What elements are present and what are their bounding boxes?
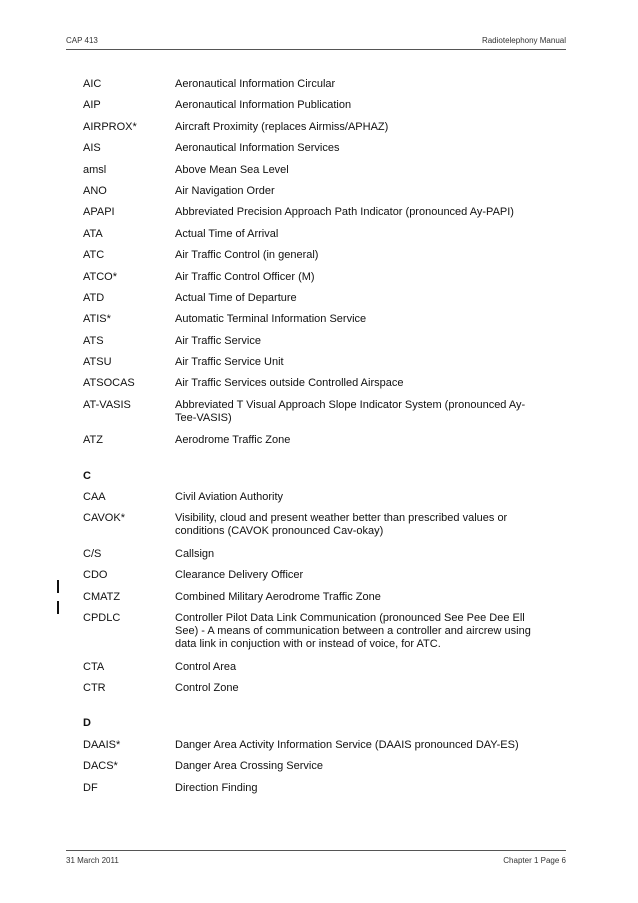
footer-page-number: Chapter 1 Page 6 [503, 856, 566, 865]
change-bar [57, 601, 59, 614]
glossary-entry [83, 434, 553, 455]
entry-abbreviation: ATA [83, 227, 103, 240]
entry-definition: Combined Military Aerodrome Traffic Zone [175, 590, 381, 603]
entry-abbreviation: AIP [83, 99, 101, 112]
entry-definition: Aerodrome Traffic Zone [175, 434, 291, 447]
entry-abbreviation: CTA [83, 660, 105, 673]
entry-abbreviation: ATSOCAS [83, 377, 135, 390]
glossary-entry [83, 782, 553, 803]
entry-definition: Above Mean Sea Level [175, 163, 289, 176]
entry-definition: Actual Time of Arrival [175, 227, 279, 240]
glossary-entry [83, 292, 553, 313]
entry-abbreviation: AIC [83, 78, 102, 90]
entry-definition: Aeronautical Information Publication [175, 99, 352, 112]
footer-date: 31 March 2011 [66, 856, 119, 865]
entry-abbreviation: APAPI [83, 206, 115, 219]
glossary-entry [83, 78, 553, 99]
entry-definition: Visibility, cloud and present weather better than prescribed values or conditions (CAVOK pronounced Cav-okay) [175, 512, 508, 538]
entry-abbreviation: ATD [83, 291, 105, 304]
entry-definition: Air Traffic Services outside Controlled Airspace [175, 377, 404, 390]
entry-definition: Aeronautical Information Circular [175, 78, 336, 90]
entry-abbreviation: AIRPROX* [83, 120, 137, 133]
entry-definition: Clearance Delivery Officer [175, 569, 304, 582]
glossary-entry [83, 271, 553, 292]
glossary-group-c [83, 491, 553, 703]
entry-definition: Civil Aviation Authority [175, 491, 284, 504]
entry-abbreviation: CPDLC [83, 611, 121, 624]
entry-abbreviation: CDO [83, 569, 108, 582]
entry-abbreviation: CAA [83, 491, 106, 504]
header-document-id: CAP 413 [66, 36, 98, 45]
header-document-title: Radiotelephony Manual [481, 36, 566, 45]
glossary-group-d [83, 739, 553, 803]
entry-abbreviation: CMATZ [83, 590, 121, 603]
entry-definition: Danger Area Crossing Service [175, 760, 323, 773]
entry-abbreviation: CTR [83, 681, 106, 694]
entry-definition: Controller Pilot Data Link Communication (pronounced See Pee Dee Ell See) - A means of communication between a controller and aircrew using data link in conjuction with or instead of voice, for ATC. [175, 611, 531, 650]
entry-abbreviation: ATC [83, 249, 105, 262]
entry-definition: Aircraft Proximity (replaces Airmiss/APHAZ) [175, 120, 389, 133]
entry-definition: Air Navigation Order [175, 184, 275, 197]
section-heading-d: D [83, 717, 91, 730]
page-footer [66, 856, 566, 865]
glossary-entry [83, 377, 553, 398]
glossary-entry [83, 760, 553, 781]
entry-definition: Control Area [175, 660, 237, 673]
entry-abbreviation: ATSU [83, 356, 112, 369]
entry-abbreviation: DF [83, 781, 98, 794]
entry-definition: Direction Finding [175, 781, 258, 794]
entry-definition: Control Zone [175, 681, 239, 694]
header-rule [66, 49, 566, 50]
entry-definition: Abbreviated T Visual Approach Slope Indicator System (pronounced Ay-Tee-VASIS) [175, 398, 526, 424]
entry-definition: Air Traffic Control Officer (M) [175, 270, 315, 283]
glossary-entry [83, 399, 553, 434]
entry-definition: Actual Time of Departure [175, 291, 297, 304]
entry-abbreviation: AT-VASIS [83, 398, 131, 411]
glossary-entry [83, 121, 553, 142]
glossary-entry [83, 356, 553, 377]
glossary-entry [83, 228, 553, 249]
entry-definition: Automatic Terminal Information Service [175, 313, 367, 326]
glossary-group-a [83, 78, 553, 456]
entry-abbreviation: DAAIS* [83, 738, 121, 751]
entry-abbreviation: DACS* [83, 760, 118, 773]
entry-abbreviation: ATS [83, 334, 104, 347]
section-heading-c: C [83, 469, 91, 482]
entry-abbreviation: ATCO* [83, 270, 118, 283]
entry-definition: Danger Area Activity Information Service (DAAIS pronounced DAY-ES) [175, 738, 519, 751]
glossary-entry [83, 164, 553, 185]
entry-abbreviation: ANO [83, 184, 107, 197]
glossary-entry [83, 335, 553, 356]
change-bar [57, 580, 59, 593]
entry-abbreviation: ATIS* [83, 313, 111, 326]
glossary-entry [83, 142, 553, 163]
entry-definition: Air Traffic Control (in general) [175, 249, 319, 262]
page-header [66, 36, 566, 45]
entry-definition: Callsign [175, 547, 215, 560]
glossary-entry [83, 661, 553, 682]
glossary-entry [83, 206, 553, 227]
entry-abbreviation: C/S [83, 547, 102, 560]
entry-abbreviation: CAVOK* [83, 512, 125, 525]
glossary-entry [83, 512, 553, 547]
entry-definition: Aeronautical Information Services [175, 142, 340, 155]
entry-definition: Air Traffic Service Unit [175, 356, 284, 369]
entry-definition: Air Traffic Service [175, 334, 261, 347]
glossary-entry [83, 249, 553, 270]
glossary-entry [83, 612, 553, 661]
glossary-entry [83, 682, 553, 703]
glossary-entry [83, 491, 553, 512]
glossary-entry [83, 185, 553, 206]
glossary-list [83, 78, 553, 803]
glossary-entry [83, 548, 553, 569]
entry-abbreviation: amsl [83, 163, 107, 176]
entry-definition: Abbreviated Precision Approach Path Indicator (pronounced Ay-PAPI) [175, 206, 514, 219]
glossary-entry [83, 569, 553, 590]
entry-abbreviation: AIS [83, 142, 101, 155]
footer-rule [66, 850, 566, 851]
entry-abbreviation: ATZ [83, 434, 103, 447]
glossary-entry [83, 313, 553, 334]
glossary-entry [83, 99, 553, 120]
glossary-entry [83, 739, 553, 760]
glossary-entry [83, 591, 553, 612]
